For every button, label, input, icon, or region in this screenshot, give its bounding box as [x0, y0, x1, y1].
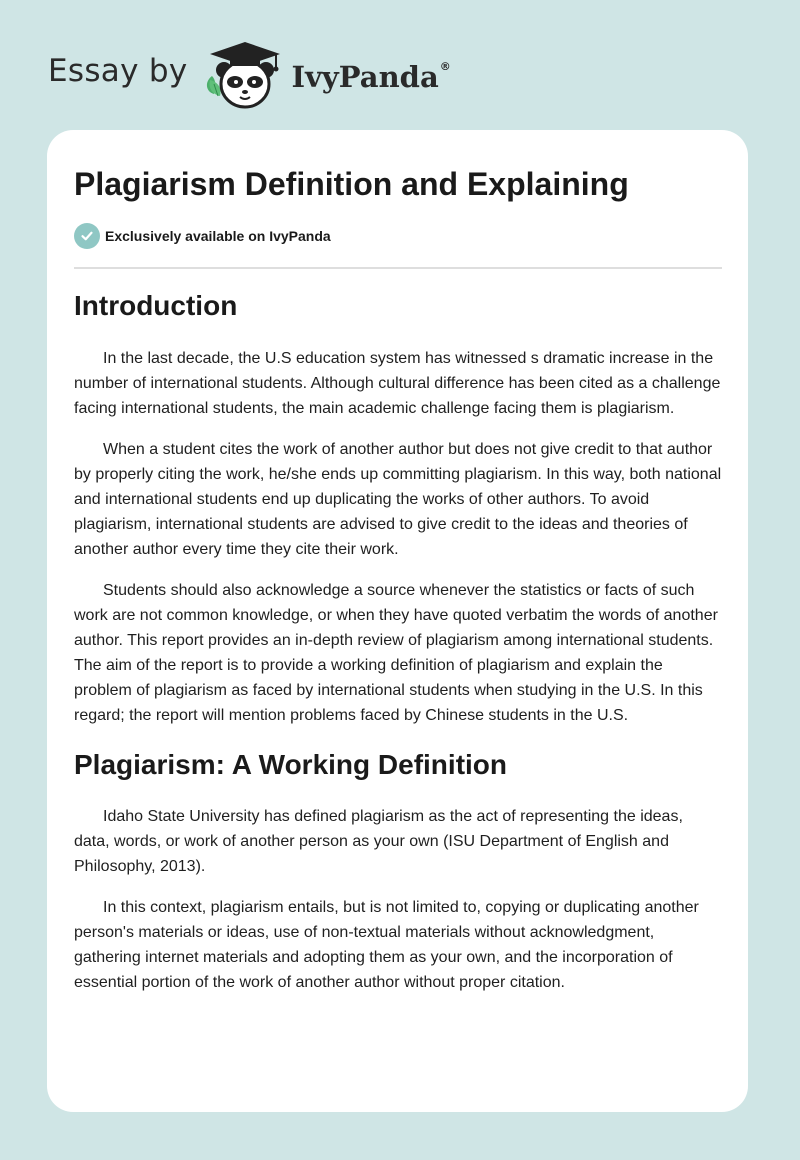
section-heading: Introduction [74, 289, 238, 321]
check-circle-icon [74, 223, 100, 249]
section-heading: Plagiarism: A Working Definition [74, 748, 508, 780]
paragraph: In this context, plagiarism entails, but is not limited to, copying or duplicating another person's materials or ideas, use of non-textual materials without acknowledgment, gathering internet materials and adopting them as your own, and the incorporation of essential portion of the work of another author without proper citation. [74, 899, 699, 992]
section-introduction [74, 291, 722, 728]
exclusive-badge [74, 223, 722, 269]
site-header [48, 36, 451, 116]
essay-by-label: Essay by [48, 53, 188, 89]
registered-mark: ® [439, 60, 451, 74]
section-working-definition [74, 750, 722, 996]
badge-label: Exclusively available on IvyPanda [105, 227, 331, 244]
paragraph: Students should also acknowledge a source whenever the statistics or facts of such work are not common knowledge, or when they have quoted verbatim the words of another author. This report provides an in-depth review of plagiarism among international students. The aim of the report is to provide a working definition of plagiarism and explain the problem of plagiarism as faced by international students when studying in the U.S. In this regard; the report will mention problems faced by Chinese students in the U.S. [74, 581, 718, 724]
brand-name-text: IvyPanda [291, 60, 439, 94]
paragraph: When a student cites the work of another author but does not give credit to that author by properly citing the work, he/she ends up committing plagiarism. In this way, both national and international students end up duplicating the works of other authors. To avoid plagiarism, international students are advised to give credit to the ideas and theories of another author every time they cite their work. [74, 440, 722, 558]
brand-name[interactable] [292, 60, 451, 94]
page-title: Plagiarism Definition and Explaining [74, 166, 629, 202]
paragraph: In the last decade, the U.S education system has witnessed s dramatic increase in the number of international students. Although cultural difference has been cited as a challenge facing international students, the main academic challenge facing them is plagiarism. [74, 349, 721, 417]
essay-card [47, 130, 748, 1112]
essay-content [47, 130, 748, 995]
panda-graduate-logo-icon[interactable] [202, 38, 288, 112]
paragraph: Idaho State University has defined plagiarism as the act of representing the ideas, data, words, or work of another person as your own (ISU Department of English and Philosophy, 2013). [74, 808, 683, 876]
